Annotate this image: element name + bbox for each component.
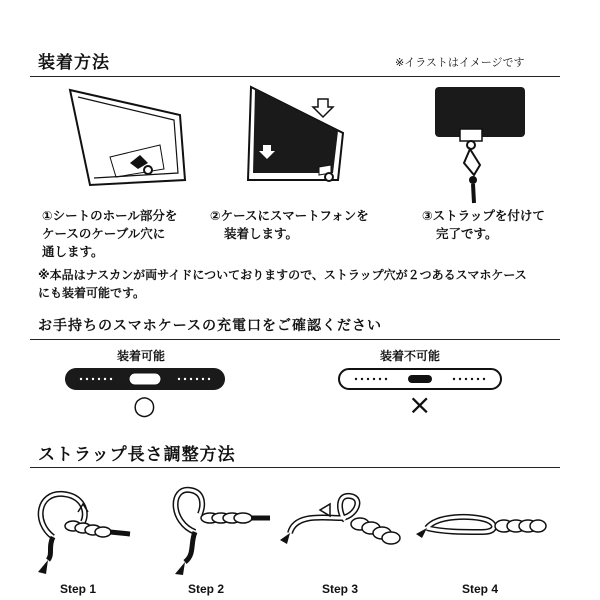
step1-line1: ①シートのホール部分を [42,208,178,223]
strap-step2-illustration [155,482,275,577]
section-title-port-check: お手持ちのスマホケースの充電口をご確認ください [38,318,383,334]
illustration-phone-strap [430,85,530,205]
step3-caption [422,207,545,243]
step3-line1: ③ストラップを付けて [422,208,545,223]
step2-caption [210,207,369,243]
divider [30,339,560,340]
illustration-phone-case [243,85,353,190]
footnote-line2: にも装着可能です。 [38,286,146,300]
ok-mark: ○ [133,391,156,421]
strap-step1-label: Step 1 [60,582,97,596]
footnote [38,266,527,302]
footnote-line1: ※本品はナスカンが両サイドについておりますので、ストラップ穴が２つあるスマホケース [38,268,527,282]
port-incompatible-icon [338,368,502,390]
illustration-note: ※イラストはイメージです [395,56,525,69]
step2-line1: ②ケースにスマートフォンを [210,208,369,223]
strap-step3-label: Step 3 [322,582,359,596]
step1-caption [42,207,177,261]
strap-step3-illustration [275,488,410,558]
strap-step4-illustration [412,500,552,550]
ok-label: 装着可能 [117,349,166,363]
ng-mark: × [408,388,432,421]
strap-step2-label: Step 2 [188,582,225,596]
divider [30,467,560,468]
ng-label: 装着不可能 [380,349,441,363]
step1-line3: 通します。 [42,244,104,259]
section-title-attach: 装着方法 [38,53,110,73]
divider [30,76,560,77]
step1-line2: ケースのケーブル穴に [42,226,166,241]
illustration-case-sheet [60,85,200,200]
port-compatible-icon [65,368,225,390]
section-title-strap-adjust: ストラップ長さ調整方法 [38,445,236,465]
strap-step1-illustration [28,482,138,577]
step2-line2: 装着します。 [224,226,299,241]
step3-line2: 完了です。 [436,226,498,241]
strap-step4-label: Step 4 [462,582,499,596]
